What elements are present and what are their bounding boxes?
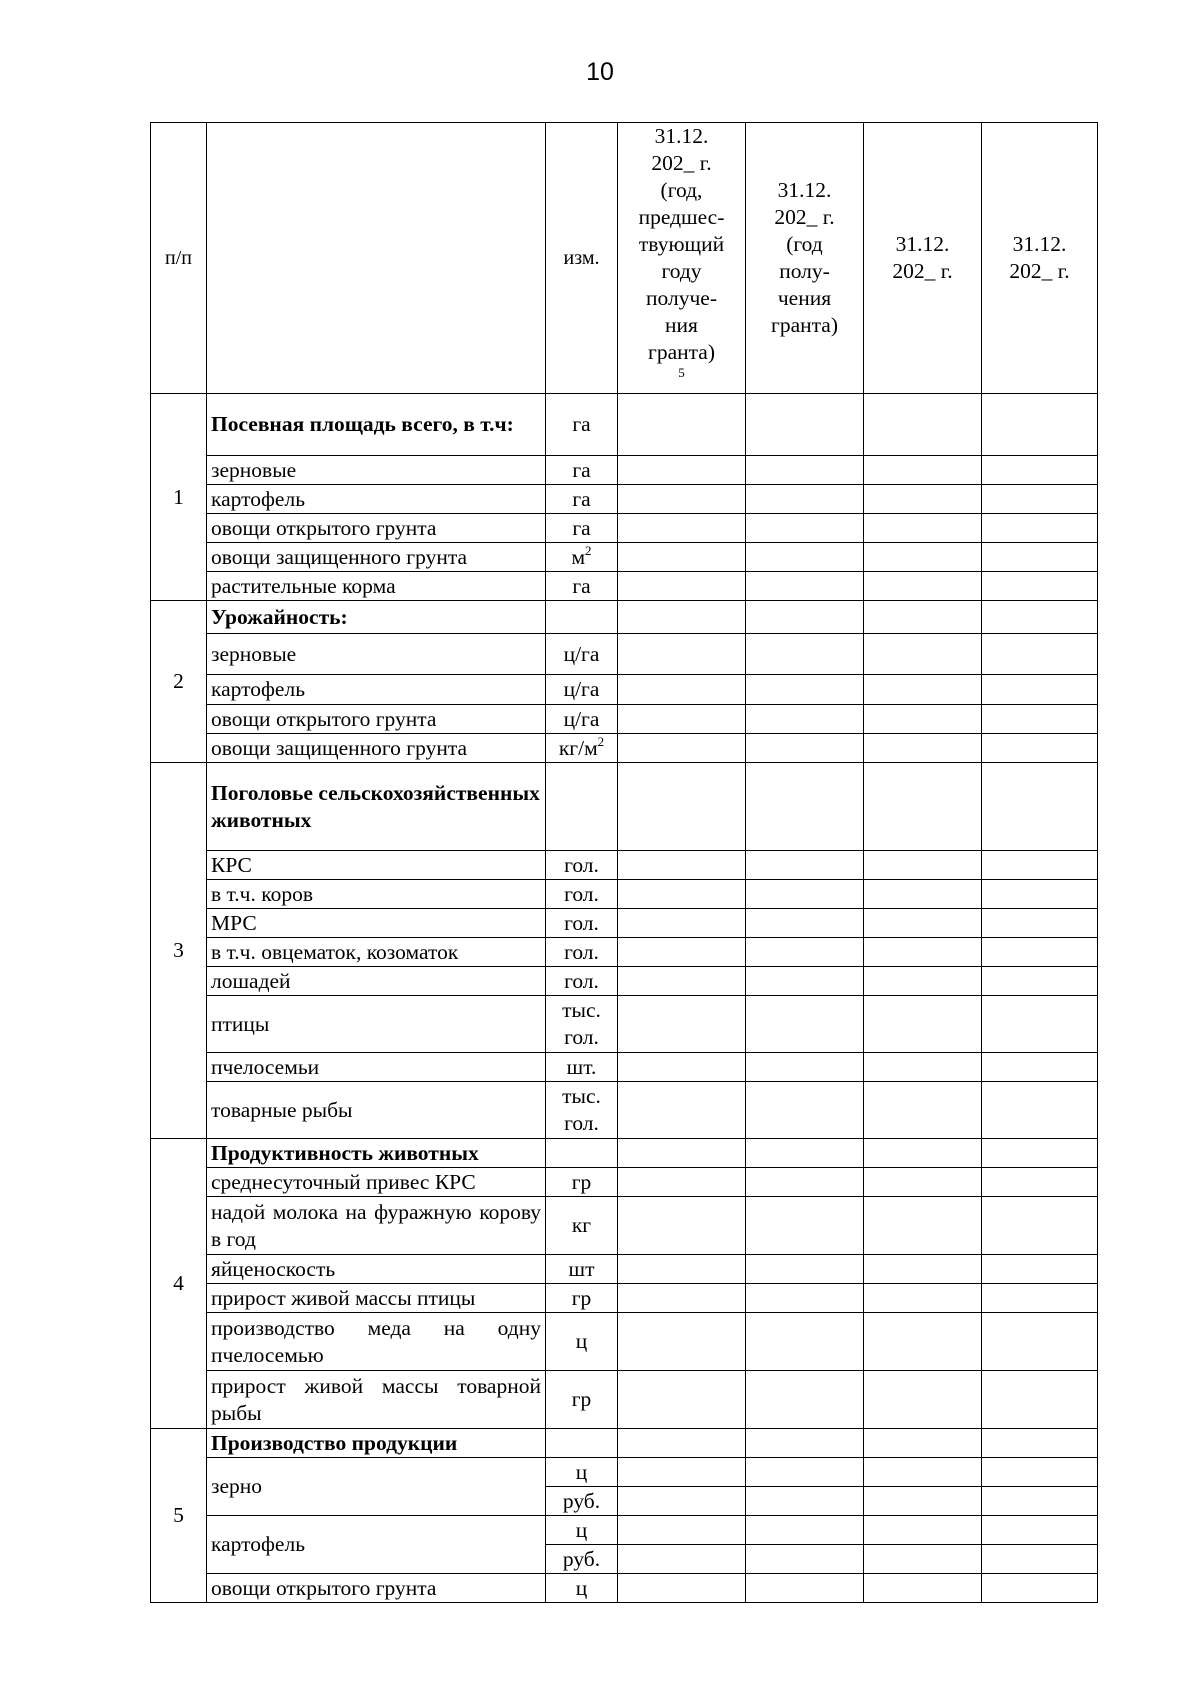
value-cell[interactable] bbox=[982, 1574, 1098, 1603]
section-number: 2 bbox=[151, 601, 207, 763]
value-cell[interactable] bbox=[864, 394, 982, 456]
value-cell[interactable] bbox=[864, 909, 982, 938]
page-number: 10 bbox=[586, 58, 614, 86]
value-cell[interactable] bbox=[982, 938, 1098, 967]
row-name: зерновые bbox=[207, 456, 546, 485]
row-name: лошадей bbox=[207, 967, 546, 996]
value-cell[interactable] bbox=[746, 1197, 864, 1255]
row-unit: га bbox=[546, 394, 618, 456]
table-row bbox=[151, 967, 1098, 996]
section-number: 1 bbox=[151, 394, 207, 601]
value-cell[interactable] bbox=[618, 1255, 746, 1284]
row-unit: гр bbox=[546, 1284, 618, 1313]
value-cell[interactable] bbox=[746, 1053, 864, 1082]
indicators-table bbox=[150, 122, 1098, 1603]
value-cell[interactable] bbox=[864, 763, 982, 851]
value-cell[interactable] bbox=[746, 1545, 864, 1574]
table-row bbox=[151, 1082, 1098, 1139]
unit-superscript: 2 bbox=[585, 542, 592, 558]
value-cell[interactable] bbox=[982, 909, 1098, 938]
row-name: пчелосемьи bbox=[207, 1053, 546, 1082]
row-unit: гол. bbox=[546, 909, 618, 938]
row-unit: руб. bbox=[546, 1545, 618, 1574]
value-cell[interactable] bbox=[746, 763, 864, 851]
table-row bbox=[151, 909, 1098, 938]
table-row bbox=[151, 851, 1098, 880]
value-cell[interactable] bbox=[746, 1313, 864, 1371]
row-name: в т.ч. овцематок, козоматок bbox=[207, 938, 546, 967]
value-cell[interactable] bbox=[982, 705, 1098, 734]
value-cell[interactable] bbox=[982, 1197, 1098, 1255]
value-cell[interactable] bbox=[618, 675, 746, 705]
value-cell[interactable] bbox=[982, 1545, 1098, 1574]
row-unit: тыс. гол. bbox=[546, 1082, 618, 1139]
row-unit: гол. bbox=[546, 938, 618, 967]
row-unit: руб. bbox=[546, 1487, 618, 1516]
value-cell[interactable] bbox=[746, 1487, 864, 1516]
table-row bbox=[151, 938, 1098, 967]
row-unit: шт. bbox=[546, 1053, 618, 1082]
header-col-2 bbox=[746, 123, 864, 394]
row-name: овощи открытого грунта bbox=[207, 514, 546, 543]
row-name: овощи защищенного грунта bbox=[207, 543, 546, 572]
value-cell[interactable] bbox=[746, 514, 864, 543]
header-col-1-text: 31.12. 202_ г. (год, предшес- твующий году получе- ния гранта) bbox=[638, 124, 725, 364]
table-row bbox=[151, 705, 1098, 734]
value-cell[interactable] bbox=[618, 1082, 746, 1139]
value-cell[interactable] bbox=[746, 572, 864, 601]
value-cell[interactable] bbox=[746, 543, 864, 572]
value-cell[interactable] bbox=[982, 1053, 1098, 1082]
row-name: растительные корма bbox=[207, 572, 546, 601]
value-cell[interactable] bbox=[618, 1574, 746, 1603]
value-cell[interactable] bbox=[746, 851, 864, 880]
table-row bbox=[151, 1313, 1098, 1371]
table-row bbox=[151, 880, 1098, 909]
section-number: 3 bbox=[151, 763, 207, 1139]
value-cell[interactable] bbox=[618, 456, 746, 485]
table-row bbox=[151, 601, 1098, 634]
row-unit bbox=[546, 601, 618, 634]
value-cell[interactable] bbox=[618, 734, 746, 763]
header-name bbox=[207, 123, 546, 394]
row-name: производство меда на одну пчелосемью bbox=[207, 1313, 546, 1371]
value-cell[interactable] bbox=[746, 1516, 864, 1545]
row-unit: гр bbox=[546, 1371, 618, 1429]
value-cell[interactable] bbox=[864, 1168, 982, 1197]
value-cell[interactable] bbox=[864, 1545, 982, 1574]
value-cell[interactable] bbox=[746, 1255, 864, 1284]
row-unit bbox=[546, 543, 618, 572]
table-row bbox=[151, 634, 1098, 675]
value-cell[interactable] bbox=[618, 1487, 746, 1516]
unit-superscript: 2 bbox=[597, 733, 605, 749]
value-cell[interactable] bbox=[864, 1371, 982, 1429]
value-cell[interactable] bbox=[618, 1168, 746, 1197]
header-col-3-text: 31.12. 202_ г. bbox=[892, 232, 953, 283]
value-cell[interactable] bbox=[618, 1516, 746, 1545]
row-unit: ц bbox=[546, 1313, 618, 1371]
table-row bbox=[151, 1139, 1098, 1168]
value-cell[interactable] bbox=[982, 967, 1098, 996]
value-cell[interactable] bbox=[982, 1255, 1098, 1284]
value-cell[interactable] bbox=[864, 1197, 982, 1255]
row-unit: гол. bbox=[546, 851, 618, 880]
table-row bbox=[151, 1516, 1098, 1545]
value-cell[interactable] bbox=[618, 543, 746, 572]
row-unit bbox=[546, 734, 618, 763]
header-footnote-mark: 5 bbox=[678, 365, 685, 380]
value-cell[interactable] bbox=[982, 880, 1098, 909]
value-cell[interactable] bbox=[618, 514, 746, 543]
value-cell[interactable] bbox=[618, 1371, 746, 1429]
value-cell[interactable] bbox=[618, 572, 746, 601]
value-cell[interactable] bbox=[982, 601, 1098, 634]
table-row bbox=[151, 1168, 1098, 1197]
row-name: МРС bbox=[207, 909, 546, 938]
value-cell[interactable] bbox=[746, 1168, 864, 1197]
value-cell[interactable] bbox=[618, 1284, 746, 1313]
row-unit bbox=[546, 763, 618, 851]
value-cell[interactable] bbox=[746, 1139, 864, 1168]
value-cell[interactable] bbox=[864, 1516, 982, 1545]
value-cell[interactable] bbox=[746, 456, 864, 485]
value-cell[interactable] bbox=[982, 1458, 1098, 1487]
value-cell[interactable] bbox=[618, 394, 746, 456]
value-cell[interactable] bbox=[982, 1168, 1098, 1197]
row-unit: га bbox=[546, 572, 618, 601]
table-row bbox=[151, 996, 1098, 1053]
value-cell[interactable] bbox=[618, 1458, 746, 1487]
value-cell[interactable] bbox=[746, 1371, 864, 1429]
value-cell[interactable] bbox=[982, 514, 1098, 543]
value-cell[interactable] bbox=[618, 851, 746, 880]
header-unit: изм. bbox=[546, 123, 618, 394]
value-cell[interactable] bbox=[746, 601, 864, 634]
header-col-4-text: 31.12. 202_ г. bbox=[1009, 232, 1070, 283]
row-name: КРС bbox=[207, 851, 546, 880]
value-cell[interactable] bbox=[746, 394, 864, 456]
value-cell[interactable] bbox=[864, 485, 982, 514]
row-name: прирост живой массы товарной рыбы bbox=[207, 1371, 546, 1429]
row-name: Продуктивность животных bbox=[207, 1139, 546, 1168]
table-row bbox=[151, 1284, 1098, 1313]
value-cell[interactable] bbox=[864, 1284, 982, 1313]
table-row bbox=[151, 1255, 1098, 1284]
value-cell[interactable] bbox=[618, 1545, 746, 1574]
value-cell[interactable] bbox=[746, 909, 864, 938]
table-row bbox=[151, 1197, 1098, 1255]
value-cell[interactable] bbox=[618, 1197, 746, 1255]
value-cell[interactable] bbox=[618, 1053, 746, 1082]
value-cell[interactable] bbox=[746, 880, 864, 909]
table-row bbox=[151, 1458, 1098, 1487]
unit-text: м bbox=[571, 544, 586, 569]
row-name: овощи защищенного грунта bbox=[207, 734, 546, 763]
row-unit: шт bbox=[546, 1255, 618, 1284]
row-name: яйценоскость bbox=[207, 1255, 546, 1284]
row-name: товарные рыбы bbox=[207, 1082, 546, 1139]
value-cell[interactable] bbox=[864, 851, 982, 880]
value-cell[interactable] bbox=[746, 734, 864, 763]
value-cell[interactable] bbox=[746, 1574, 864, 1603]
value-cell[interactable] bbox=[864, 734, 982, 763]
row-unit bbox=[546, 1429, 618, 1458]
row-unit: ц/га bbox=[546, 705, 618, 734]
table-row bbox=[151, 572, 1098, 601]
row-unit: ц/га bbox=[546, 634, 618, 675]
row-name: овощи открытого грунта bbox=[207, 705, 546, 734]
row-name: картофель bbox=[207, 1516, 546, 1574]
value-cell[interactable] bbox=[864, 634, 982, 675]
row-unit: гол. bbox=[546, 967, 618, 996]
value-cell[interactable] bbox=[982, 763, 1098, 851]
row-name: картофель bbox=[207, 675, 546, 705]
value-cell[interactable] bbox=[618, 1429, 746, 1458]
table-row bbox=[151, 1574, 1098, 1603]
value-cell[interactable] bbox=[864, 456, 982, 485]
value-cell[interactable] bbox=[982, 1516, 1098, 1545]
row-name: Урожайность: bbox=[207, 601, 546, 634]
value-cell[interactable] bbox=[746, 1429, 864, 1458]
value-cell[interactable] bbox=[746, 634, 864, 675]
header-number: п/п bbox=[151, 123, 207, 394]
value-cell[interactable] bbox=[746, 1284, 864, 1313]
section-number: 5 bbox=[151, 1429, 207, 1603]
value-cell[interactable] bbox=[864, 1313, 982, 1371]
value-cell[interactable] bbox=[864, 880, 982, 909]
table-row bbox=[151, 675, 1098, 705]
table-row bbox=[151, 514, 1098, 543]
value-cell[interactable] bbox=[618, 967, 746, 996]
row-unit: га bbox=[546, 456, 618, 485]
value-cell[interactable] bbox=[864, 1458, 982, 1487]
value-cell[interactable] bbox=[864, 1053, 982, 1082]
value-cell[interactable] bbox=[982, 485, 1098, 514]
value-cell[interactable] bbox=[864, 705, 982, 734]
value-cell[interactable] bbox=[746, 967, 864, 996]
value-cell[interactable] bbox=[618, 763, 746, 851]
value-cell[interactable] bbox=[982, 456, 1098, 485]
value-cell[interactable] bbox=[864, 967, 982, 996]
value-cell[interactable] bbox=[746, 1082, 864, 1139]
row-name: Посевная площадь всего, в т.ч: bbox=[207, 394, 546, 456]
table-row bbox=[151, 456, 1098, 485]
value-cell[interactable] bbox=[618, 909, 746, 938]
value-cell[interactable] bbox=[864, 996, 982, 1053]
value-cell[interactable] bbox=[618, 1313, 746, 1371]
row-unit: га bbox=[546, 514, 618, 543]
value-cell[interactable] bbox=[982, 572, 1098, 601]
row-unit: ц bbox=[546, 1458, 618, 1487]
value-cell[interactable] bbox=[864, 1487, 982, 1516]
value-cell[interactable] bbox=[864, 1574, 982, 1603]
value-cell[interactable] bbox=[982, 634, 1098, 675]
header-col-4 bbox=[982, 123, 1098, 394]
table-row bbox=[151, 394, 1098, 456]
value-cell[interactable] bbox=[864, 601, 982, 634]
value-cell[interactable] bbox=[982, 1371, 1098, 1429]
value-cell[interactable] bbox=[618, 705, 746, 734]
value-cell[interactable] bbox=[864, 572, 982, 601]
value-cell[interactable] bbox=[864, 1082, 982, 1139]
value-cell[interactable] bbox=[982, 1429, 1098, 1458]
row-name: зерновые bbox=[207, 634, 546, 675]
value-cell[interactable] bbox=[982, 734, 1098, 763]
value-cell[interactable] bbox=[864, 1255, 982, 1284]
row-name: зерно bbox=[207, 1458, 546, 1516]
row-unit bbox=[546, 1139, 618, 1168]
value-cell[interactable] bbox=[982, 1139, 1098, 1168]
value-cell[interactable] bbox=[864, 1429, 982, 1458]
value-cell[interactable] bbox=[746, 675, 864, 705]
table-row bbox=[151, 1053, 1098, 1082]
value-cell[interactable] bbox=[746, 938, 864, 967]
value-cell[interactable] bbox=[982, 851, 1098, 880]
row-name: надой молока на фуражную корову в год bbox=[207, 1197, 546, 1255]
value-cell[interactable] bbox=[982, 1284, 1098, 1313]
value-cell[interactable] bbox=[864, 543, 982, 572]
row-unit: ц/га bbox=[546, 675, 618, 705]
table-row bbox=[151, 1429, 1098, 1458]
row-name: птицы bbox=[207, 996, 546, 1053]
table-row bbox=[151, 1371, 1098, 1429]
value-cell[interactable] bbox=[746, 485, 864, 514]
value-cell[interactable] bbox=[618, 880, 746, 909]
value-cell[interactable] bbox=[746, 705, 864, 734]
row-name: среднесуточный привес КРС bbox=[207, 1168, 546, 1197]
value-cell[interactable] bbox=[864, 1139, 982, 1168]
value-cell[interactable] bbox=[864, 675, 982, 705]
unit-text: кг/м bbox=[558, 735, 598, 760]
value-cell[interactable] bbox=[982, 394, 1098, 456]
value-cell[interactable] bbox=[746, 1458, 864, 1487]
row-name: картофель bbox=[207, 485, 546, 514]
value-cell[interactable] bbox=[864, 938, 982, 967]
value-cell[interactable] bbox=[982, 996, 1098, 1053]
value-cell[interactable] bbox=[618, 634, 746, 675]
row-unit: тыс. гол. bbox=[546, 996, 618, 1053]
row-unit: гол. bbox=[546, 880, 618, 909]
table-row bbox=[151, 763, 1098, 851]
value-cell[interactable] bbox=[618, 1139, 746, 1168]
row-name: прирост живой массы птицы bbox=[207, 1284, 546, 1313]
row-unit: ц bbox=[546, 1516, 618, 1545]
table-row bbox=[151, 485, 1098, 514]
value-cell[interactable] bbox=[618, 485, 746, 514]
row-unit: га bbox=[546, 485, 618, 514]
row-name: в т.ч. коров bbox=[207, 880, 546, 909]
header-col-1 bbox=[618, 123, 746, 394]
value-cell[interactable] bbox=[982, 1313, 1098, 1371]
value-cell[interactable] bbox=[982, 675, 1098, 705]
table-row bbox=[151, 543, 1098, 572]
header-col-2-text: 31.12. 202_ г. (год полу- чения гранта) bbox=[771, 178, 838, 337]
value-cell[interactable] bbox=[618, 938, 746, 967]
value-cell[interactable] bbox=[982, 1082, 1098, 1139]
row-unit: гр bbox=[546, 1168, 618, 1197]
row-name: Производство продукции bbox=[207, 1429, 546, 1458]
header-col-3 bbox=[864, 123, 982, 394]
row-unit: кг bbox=[546, 1197, 618, 1255]
table-header-row bbox=[151, 123, 1098, 394]
value-cell[interactable] bbox=[982, 543, 1098, 572]
section-number: 4 bbox=[151, 1139, 207, 1429]
table-row bbox=[151, 734, 1098, 763]
row-unit: ц bbox=[546, 1574, 618, 1603]
value-cell[interactable] bbox=[746, 996, 864, 1053]
value-cell[interactable] bbox=[618, 996, 746, 1053]
row-name: овощи открытого грунта bbox=[207, 1574, 546, 1603]
value-cell[interactable] bbox=[618, 601, 746, 634]
value-cell[interactable] bbox=[864, 514, 982, 543]
row-name: Поголовье сельскохозяйственных животных bbox=[207, 763, 546, 851]
value-cell[interactable] bbox=[982, 1487, 1098, 1516]
